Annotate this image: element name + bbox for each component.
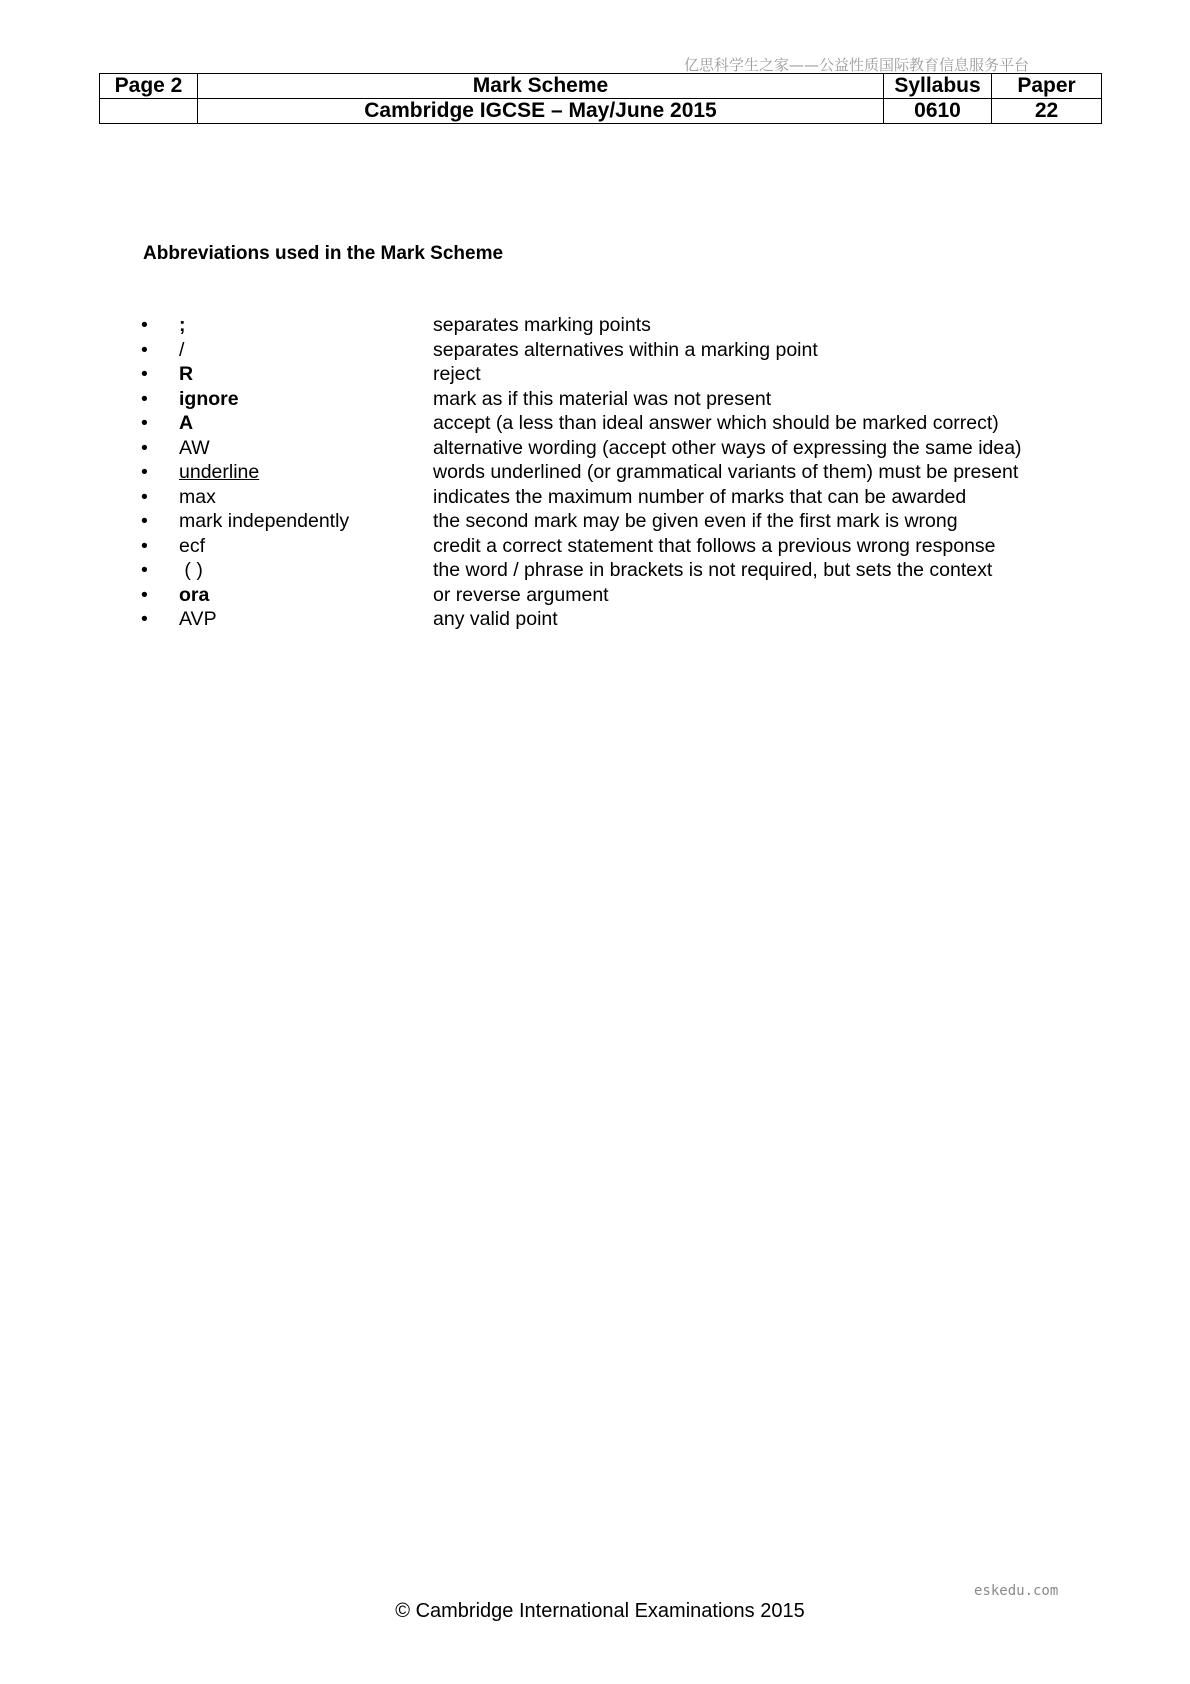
abbreviation-meaning: credit a correct statement that follows a previous wrong response — [433, 534, 996, 557]
page-number: Page 2 — [100, 74, 198, 99]
abbreviation-term: ecf — [179, 534, 206, 557]
abbreviation-term: underline — [179, 461, 260, 483]
empty-cell — [100, 99, 198, 124]
abbreviation-term: mark independently — [179, 510, 350, 532]
paper-value: 22 — [992, 99, 1102, 124]
abbreviation-term: ( ) — [179, 559, 203, 581]
abbreviation-term: AW — [179, 436, 210, 459]
bullet-icon: • — [141, 583, 148, 606]
abbreviation-term: ora — [179, 583, 210, 606]
abbreviation-term: ; — [179, 314, 186, 336]
abbreviation-term: / — [179, 338, 185, 361]
abbreviation-meaning: mark as if this material was not present — [433, 387, 772, 410]
watermark-top: 亿思科学生之家——公益性质国际教育信息服务平台 — [684, 56, 1030, 74]
abbreviation-meaning: words underlined (or grammatical variants of them) must be present — [433, 461, 1019, 483]
abbreviation-term: ignore — [179, 387, 239, 410]
bullet-icon: • — [141, 559, 148, 581]
document-subtitle: Cambridge IGCSE – May/June 2015 — [198, 99, 884, 124]
section-heading: Abbreviations used in the Mark Scheme — [143, 243, 504, 264]
abbreviation-meaning: accept (a less than ideal answer which should be marked correct) — [433, 412, 999, 434]
abbreviation-meaning: reject — [433, 363, 481, 385]
bullet-icon: • — [141, 363, 148, 385]
document-title: Mark Scheme — [198, 74, 884, 99]
syllabus-label: Syllabus — [884, 74, 992, 99]
bullet-icon: • — [141, 412, 148, 434]
bullet-icon: • — [141, 387, 148, 410]
header-table — [99, 73, 1102, 124]
bullet-icon: • — [141, 608, 148, 630]
abbreviation-term: max — [179, 485, 216, 508]
bullet-icon: • — [141, 436, 148, 459]
abbreviation-term: AVP — [179, 608, 217, 630]
abbreviation-meaning: the word / phrase in brackets is not required, but sets the context — [433, 559, 993, 581]
copyright-footer: © Cambridge International Examinations 2015 — [395, 1600, 805, 1622]
paper-label: Paper — [992, 74, 1102, 99]
abbreviation-meaning: separates marking points — [433, 314, 651, 336]
abbreviation-meaning: any valid point — [433, 608, 558, 630]
abbreviation-term: R — [179, 363, 194, 385]
bullet-icon: • — [141, 510, 148, 532]
bullet-icon: • — [141, 485, 148, 508]
abbreviation-term: A — [179, 412, 194, 434]
syllabus-value: 0610 — [884, 99, 992, 124]
abbreviation-meaning: indicates the maximum number of marks that can be awarded — [433, 485, 967, 508]
bullet-icon: • — [141, 534, 148, 557]
bullet-icon: • — [141, 338, 148, 361]
abbreviation-meaning: the second mark may be given even if the first mark is wrong — [433, 510, 958, 532]
bullet-icon: • — [141, 314, 148, 336]
watermark-bottom: eskedu.com — [974, 1583, 1059, 1599]
abbreviation-meaning: alternative wording (accept other ways of expressing the same idea) — [433, 436, 1022, 459]
abbreviation-meaning: or reverse argument — [433, 583, 609, 606]
bullet-icon: • — [141, 461, 148, 483]
abbreviation-meaning: separates alternatives within a marking point — [433, 338, 818, 361]
